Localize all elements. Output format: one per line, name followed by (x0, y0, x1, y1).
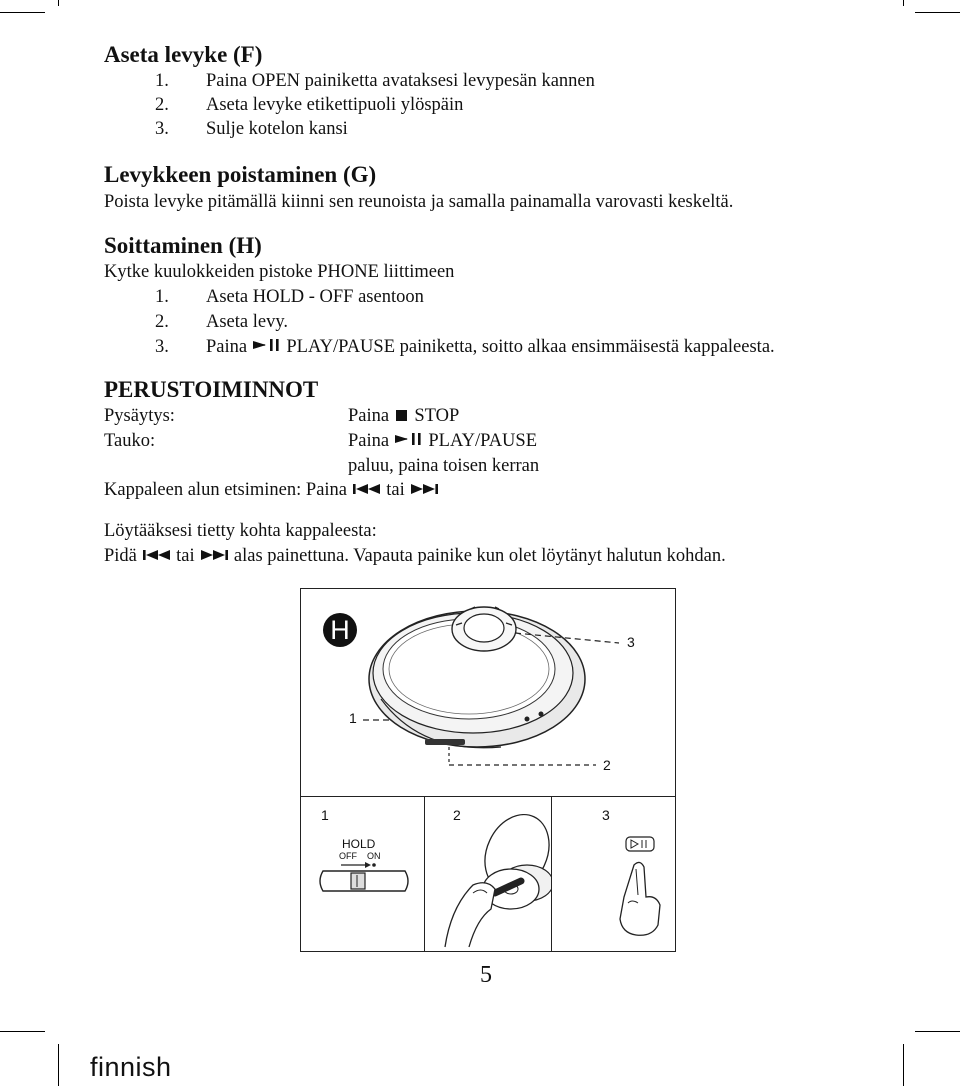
list-item (155, 95, 463, 116)
list-number: 2. (155, 312, 169, 332)
crop-mark (0, 12, 45, 13)
press-play-illustration (552, 797, 675, 951)
find-rest: alas painettuna. Vapauta painike kun olet löytänyt halutun kohdan. (233, 546, 726, 566)
figure-step-panel-3 (551, 796, 676, 952)
hold-switch-illustration (301, 797, 424, 951)
crop-mark (915, 12, 960, 13)
list-item (155, 119, 348, 140)
section-f-title: Aseta levyke (F) (104, 42, 263, 67)
pause-label: Tauko: (104, 431, 156, 451)
tai-word: tai (386, 480, 405, 500)
list-text: Paina OPEN painiketta avataksesi levypesän kannen (206, 71, 595, 91)
list-text: Aseta levyke etikettipuoli ylöspäin (206, 95, 464, 115)
list-text: Aseta levy. (206, 312, 289, 332)
crop-mark (58, 0, 59, 6)
callout-1: 1 (349, 710, 357, 726)
next-track-icon (409, 482, 439, 496)
crop-mark (58, 1044, 59, 1086)
insert-disc-illustration (425, 797, 551, 951)
section-g-text: Poista levyke pitämällä kiinni sen reunoista ja samalla painamalla varovasti keskeltä. (104, 192, 734, 212)
pause-instruction (348, 431, 537, 452)
previous-track-icon (142, 548, 172, 562)
off-label: OFF (339, 851, 357, 861)
paina-word: Paina (305, 480, 348, 500)
stop-label: Pysäytys: (104, 406, 175, 426)
list-number: 2. (155, 95, 169, 115)
hold-label: HOLD (342, 837, 376, 851)
panel-number: 2 (453, 807, 461, 823)
find-intro: Löytääksesi tietty kohta kappaleesta: (104, 521, 377, 541)
stop-icon (394, 408, 410, 422)
section-h-title: Soittaminen (H) (104, 233, 262, 258)
figure-main-panel (300, 588, 676, 798)
list-text: Sulje kotelon kansi (206, 119, 348, 139)
list-number: 3. (155, 119, 169, 139)
on-label: ON (367, 851, 381, 861)
paina-word: Paina (348, 406, 390, 426)
pause-text: PLAY/PAUSE (428, 431, 538, 451)
panel-number: 3 (602, 807, 610, 823)
play-pause-icon (252, 337, 282, 353)
crop-mark (915, 1031, 960, 1032)
language-label: finnish (90, 1052, 172, 1082)
basic-title: PERUSTOIMINNOT (104, 377, 319, 402)
pause-resume: paluu, paina toisen kerran (348, 456, 540, 476)
list-number: 1. (155, 287, 169, 307)
play-pause-icon (394, 431, 424, 447)
list-item (155, 71, 595, 92)
figure-step-panel-1 (300, 796, 425, 952)
figure-badge-letter: H (330, 615, 350, 645)
search-label: Kappaleen alun etsiminen: (104, 480, 302, 500)
pida-word: Pidä (104, 546, 137, 566)
figure-step-panel-2 (424, 796, 552, 952)
list-text: PLAY/PAUSE painiketta, soitto alkaa ensimmäisestä kappaleesta. (286, 337, 775, 357)
crop-mark (903, 1044, 904, 1086)
list-item (155, 287, 424, 308)
callout-lines (301, 589, 675, 797)
paina-word: Paina (348, 431, 390, 451)
next-track-icon (199, 548, 229, 562)
crop-mark (903, 0, 904, 6)
crop-mark (0, 1031, 45, 1032)
list-text: Aseta HOLD - OFF asentoon (206, 287, 424, 307)
list-pre: Paina (206, 337, 248, 357)
previous-track-icon (352, 482, 382, 496)
section-h-intro: Kytke kuulokkeiden pistoke PHONE liittimeen (104, 262, 455, 282)
tai-word: tai (176, 546, 195, 566)
list-item (155, 337, 775, 358)
callout-2: 2 (603, 757, 611, 773)
list-number: 1. (155, 71, 169, 91)
search-row (104, 480, 439, 501)
section-g-title: Levykkeen poistaminen (G) (104, 162, 377, 187)
panel-number: 1 (321, 807, 329, 823)
stop-text: STOP (414, 406, 460, 426)
page-number: 5 (480, 962, 492, 988)
stop-instruction (348, 406, 459, 427)
find-row (104, 546, 726, 567)
list-item (155, 312, 288, 333)
list-number: 3. (155, 337, 169, 357)
callout-3: 3 (627, 634, 635, 650)
